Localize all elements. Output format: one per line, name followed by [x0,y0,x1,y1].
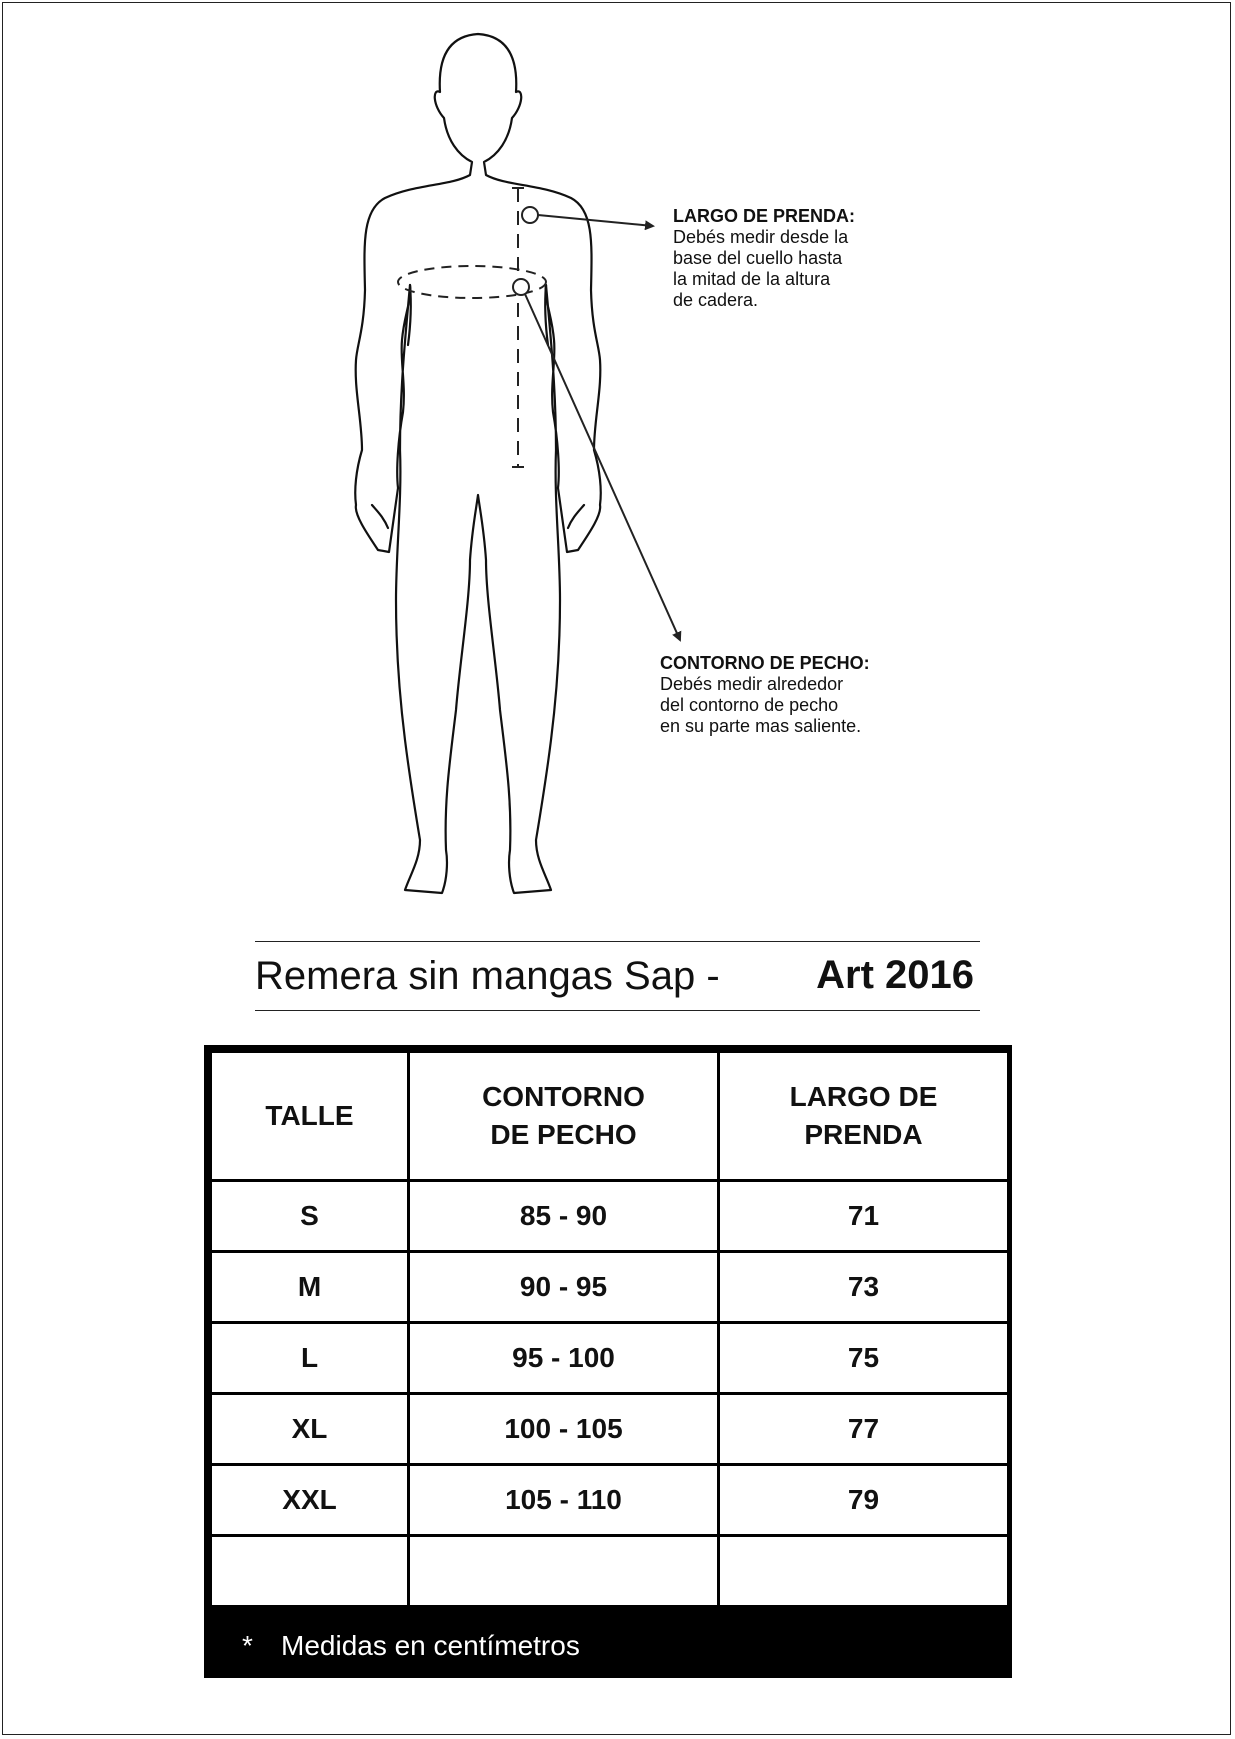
cell-talle: S [211,1181,409,1252]
footnote-text: Medidas en centímetros [281,1630,580,1661]
cell-contorno: 90 - 95 [409,1252,719,1323]
human-silhouette [355,34,601,893]
table-row [211,1252,1009,1323]
header-largo-label: LARGO DE PRENDA [789,1081,938,1150]
cell-largo: 75 [719,1323,1009,1394]
table-footer-note [204,1613,1012,1678]
cell-talle: XXL [211,1465,409,1536]
cell-empty [719,1536,1009,1607]
header-contorno-label: CONTORNO DE PECHO [482,1081,645,1150]
header-talle: TALLE [211,1052,409,1181]
table-row [211,1465,1009,1536]
table-row [211,1181,1009,1252]
size-table [209,1050,1010,1608]
cell-contorno: 95 - 100 [409,1323,719,1394]
callout-pecho-text: Debés medir alrededor del contorno de pecho en su parte mas saliente. [660,674,862,736]
product-name: Remera sin mangas Sap - [255,954,720,998]
callout-largo-title: LARGO DE PRENDA: [673,206,856,226]
table-row-empty [211,1536,1009,1607]
header-contorno [409,1052,719,1181]
callout-largo-de-prenda [673,206,923,311]
cell-empty [409,1536,719,1607]
cell-empty [211,1536,409,1607]
callout-contorno-de-pecho [660,653,920,737]
cell-largo: 77 [719,1394,1009,1465]
cell-talle: M [211,1252,409,1323]
callout-largo-text: Debés medir desde la base del cuello hasta la mitad de la altura de cadera. [673,227,849,310]
cell-contorno: 105 - 110 [409,1465,719,1536]
cell-talle: L [211,1323,409,1394]
callout-pecho-title: CONTORNO DE PECHO: [660,653,870,673]
cell-talle: XL [211,1394,409,1465]
table-row [211,1394,1009,1465]
header-largo [719,1052,1009,1181]
table-row [211,1323,1009,1394]
size-chart [204,1045,1012,1678]
cell-largo: 73 [719,1252,1009,1323]
product-title-bar [255,941,980,1011]
cell-largo: 71 [719,1181,1009,1252]
product-article: Art 2016 [816,953,974,997]
footnote-marker: * [242,1630,253,1661]
cell-contorno: 85 - 90 [409,1181,719,1252]
cell-contorno: 100 - 105 [409,1394,719,1465]
measurement-guides [398,188,680,640]
cell-largo: 79 [719,1465,1009,1536]
table-header-row [211,1052,1009,1181]
